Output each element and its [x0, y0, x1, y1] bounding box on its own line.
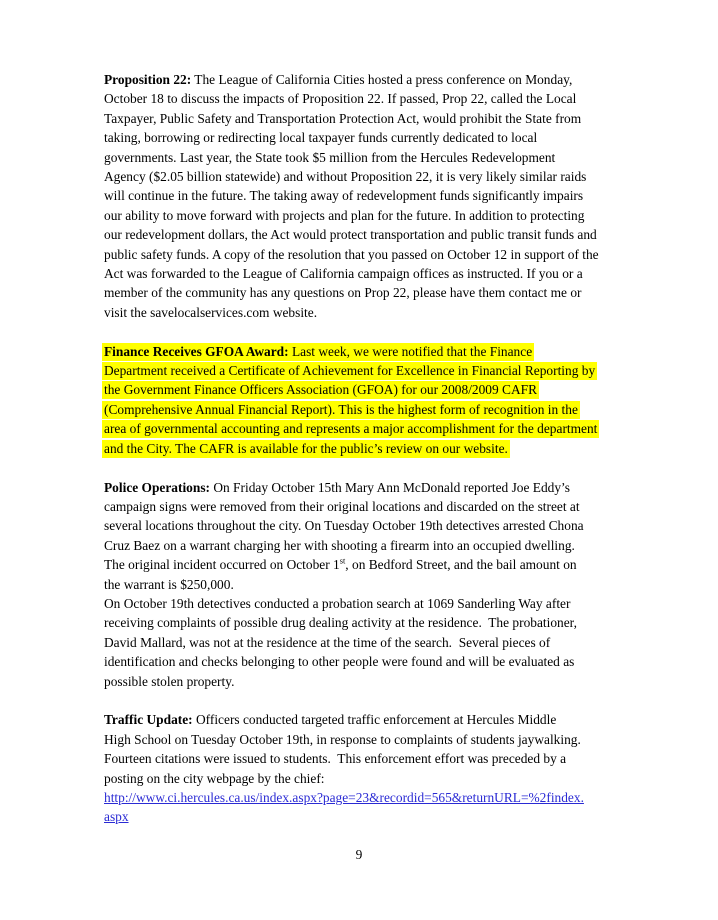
text-segment: Fourteen citations were issued to students. This enforcement effort was preceded by a	[104, 751, 567, 767]
text-line	[104, 419, 626, 438]
text-segment: Cruz Baez on a warrant charging her with shooting a firearm into an occupied dwelling.	[104, 537, 575, 553]
text-segment: David Mallard, was not at the residence at the time of the search. Several pieces of	[104, 634, 551, 650]
text-segment: posting on the city webpage by the chief:	[104, 770, 325, 786]
text-segment: our ability to move forward with projects and plan for the future. In addition to protecting	[104, 207, 585, 223]
text-line	[104, 769, 626, 788]
text-segment: member of the community has any questions on Prop 22, please have them contact me or	[104, 285, 582, 301]
text-segment: On October 19th detectives conducted a probation search at 1069 Sanderling Way after	[104, 595, 571, 611]
text-segment: The League of California Cities hosted a press conference on Monday,	[191, 72, 573, 87]
text-line	[104, 516, 626, 535]
highlighted-text	[102, 440, 510, 458]
text-line	[104, 148, 626, 167]
text-segment: High School on Tuesday October 19th, in response to complaints of students jaywalking.	[104, 731, 581, 747]
text-segment: Act was forwarded to the League of California campaign offices as instructed. If you or a	[104, 266, 583, 282]
text-segment: public safety funds. A copy of the resolution that you passed on October 12 in support of the	[104, 246, 599, 262]
section-heading: Police Operations:	[104, 479, 210, 495]
highlighted-text	[102, 420, 599, 438]
section-proposition-22	[104, 70, 626, 322]
text-line	[104, 264, 626, 283]
text-segment: taking, borrowing or redirecting local taxpayer funds currently dedicated to local	[104, 130, 538, 146]
text-line	[104, 70, 626, 89]
text-segment: visit the savelocalservices.com website.	[104, 304, 318, 320]
text-line	[104, 245, 626, 264]
text-line	[104, 555, 626, 574]
text-segment: our redevelopment dollars, the Act would protect transportation and public transit funds and	[104, 227, 597, 243]
text-line	[104, 807, 626, 826]
text-segment: will continue in the future. The taking away of redevelopment funds significantly impairs	[104, 188, 584, 204]
section-heading: Finance Receives GFOA Award:	[104, 343, 289, 359]
text-line	[104, 749, 626, 768]
text-segment: the Government Finance Officers Association (GFOA) for our 2008/2009 CAFR	[104, 382, 538, 398]
text-line	[104, 788, 626, 807]
text-segment: campaign signs were removed from their original locations and discarded on the street at	[104, 498, 580, 514]
page-number: 9	[355, 847, 363, 862]
text-segment: area of governmental accounting and represents a major accomplishment for the department	[104, 421, 598, 437]
text-segment: the warrant is $250,000.	[104, 576, 234, 592]
text-line	[104, 400, 626, 419]
text-segment: several locations throughout the city. On Tuesday October 19th detectives arrested Chona	[104, 518, 584, 534]
text-line	[104, 633, 626, 652]
text-line	[104, 439, 626, 458]
text-segment: possible stolen property.	[104, 673, 235, 689]
hyperlink[interactable]: aspx	[104, 809, 129, 825]
highlighted-text	[102, 343, 534, 361]
document-body	[104, 70, 626, 846]
section-police-operations	[104, 478, 626, 691]
text-segment: (Comprehensive Annual Financial Report). This is the highest form of recognition in the	[104, 401, 578, 417]
section-heading: Traffic Update:	[104, 712, 193, 728]
text-segment: Agency ($2.05 billion statewide) and without Proposition 22, it is very likely similar raids	[104, 169, 587, 185]
text-segment: st	[339, 556, 346, 566]
text-line	[104, 536, 626, 555]
text-segment: , on Bedford Street, and the bail amount on	[345, 557, 577, 573]
text-line	[104, 283, 626, 302]
text-segment: Last week, we were notified that the Finance	[288, 343, 533, 359]
text-line	[104, 575, 626, 594]
text-line	[104, 342, 626, 361]
text-line	[104, 89, 626, 108]
text-segment: The original incident occurred on October 1	[104, 557, 340, 573]
text-line	[104, 710, 626, 729]
text-line	[104, 128, 626, 147]
text-segment: Department received a Certificate of Achievement for Excellence in Financial Reporting by	[104, 363, 596, 379]
text-line	[104, 225, 626, 244]
text-line	[104, 730, 626, 749]
text-line	[104, 478, 626, 497]
text-line	[104, 109, 626, 128]
text-segment: On Friday October 15th Mary Ann McDonald reported Joe Eddy’s	[210, 479, 570, 495]
text-segment: Taxpayer, Public Safety and Transportation Protection Act, would prohibit the State from	[104, 110, 582, 126]
hyperlink[interactable]: http://www.ci.hercules.ca.us/index.aspx?page=23&recordid=565&returnURL=%2findex.	[104, 789, 584, 805]
text-segment: identification and checks belonging to other people were found and will be evaluated as	[104, 654, 575, 670]
text-segment: governments. Last year, the State took $5 million from the Hercules Redevelopment	[104, 149, 556, 165]
text-line	[104, 672, 626, 691]
highlighted-text	[102, 362, 597, 380]
text-line	[104, 380, 626, 399]
text-line	[104, 594, 626, 613]
text-segment: Officers conducted targeted traffic enforcement at Hercules Middle	[192, 712, 557, 728]
section-finance-gfoa-award	[104, 342, 626, 458]
text-line	[104, 361, 626, 380]
text-line	[104, 186, 626, 205]
highlighted-text	[102, 381, 539, 399]
text-segment: receiving complaints of possible drug dealing activity at the residence. The probationer,	[104, 615, 577, 631]
text-segment: and the City. The CAFR is available for the public’s review on our website.	[104, 440, 508, 456]
text-segment: October 18 to discuss the impacts of Proposition 22. If passed, Prop 22, called the Local	[104, 91, 577, 107]
text-line	[104, 303, 626, 322]
section-traffic-update	[104, 710, 626, 826]
text-line	[104, 613, 626, 632]
section-heading: Proposition 22:	[104, 72, 192, 87]
text-line	[104, 167, 626, 186]
text-line	[104, 206, 626, 225]
text-line	[104, 652, 626, 671]
text-line	[104, 497, 626, 516]
highlighted-text	[102, 401, 580, 419]
